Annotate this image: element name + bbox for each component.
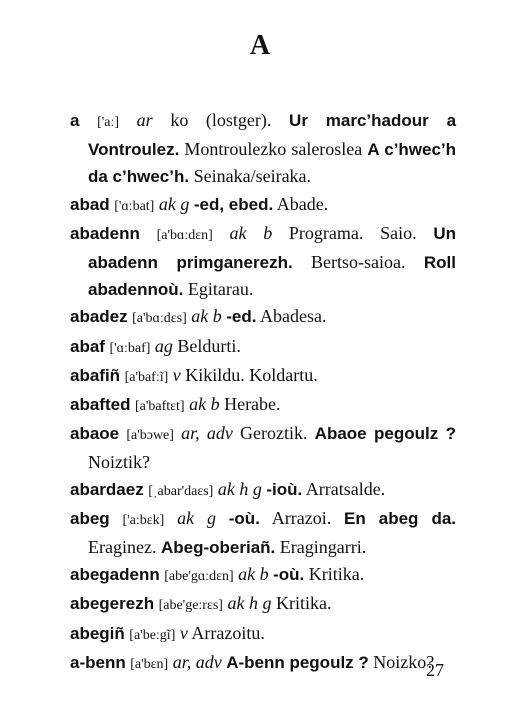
dictionary-entry	[70, 620, 456, 649]
pronunciation: ['ɑːbaf]	[109, 340, 151, 356]
dictionary-entry	[70, 303, 456, 332]
example-phrase: Un abadenn primganerezh.	[88, 223, 457, 273]
dictionary-entry	[70, 505, 456, 561]
headword: abardaez	[70, 479, 144, 499]
translation: Kikildu. Koldartu.	[185, 364, 318, 385]
translation: Bertso-saioa.	[311, 252, 406, 273]
grammar-label: ak b	[189, 394, 220, 415]
headword: a	[70, 111, 80, 130]
dictionary-entry	[70, 649, 456, 678]
page-number: 27	[426, 660, 444, 680]
grammar-label: ak h g	[217, 478, 262, 499]
example-phrase: A c’hwec’h da c’hwec’h.	[88, 140, 457, 187]
example-phrase: -ed.	[226, 307, 257, 327]
grammar-label: ak g	[177, 507, 216, 528]
example-phrase: -ioù.	[266, 479, 303, 499]
pronunciation: ['aː]	[97, 115, 120, 130]
grammar-label: v	[172, 364, 181, 385]
headword: abaf	[70, 336, 105, 356]
translation: Herabe.	[224, 394, 281, 415]
grammar-label: ar	[136, 110, 153, 130]
translation: Noizko?	[373, 651, 435, 672]
translation: Abade.	[276, 193, 329, 214]
grammar-label: ak h g	[227, 593, 272, 614]
translation: Eragingarri.	[279, 537, 367, 558]
section-letter: A	[249, 30, 271, 61]
pronunciation: [abe'gɑːdɛn]	[164, 569, 234, 585]
headword: abeg	[70, 508, 110, 528]
pronunciation: [a'bɑːdɛn]	[156, 227, 213, 243]
pronunciation: [a'bafːĩ]	[124, 369, 169, 385]
grammar-label: ak b	[238, 564, 269, 585]
translation: Eraginez.	[88, 537, 157, 558]
translation: Egitarau.	[187, 279, 254, 300]
grammar-label: ar, adv	[172, 651, 222, 672]
translation: Kritika.	[275, 593, 332, 614]
dictionary-entry	[70, 561, 456, 590]
translation: Abadesa.	[260, 306, 327, 327]
grammar-label: ak b	[191, 306, 222, 327]
dictionary-entry	[70, 420, 456, 475]
dictionary-entry	[70, 476, 456, 505]
headword: abadenn	[70, 223, 140, 243]
translation: Arratsalde.	[305, 478, 386, 499]
grammar-label: ar, adv	[181, 423, 233, 444]
headword: abegiñ	[70, 623, 125, 643]
example-phrase: Roll abadennoù.	[88, 253, 456, 300]
headword: abafiñ	[70, 365, 121, 385]
translation: Arrazoi.	[271, 507, 332, 528]
pronunciation: [a'bɛn]	[130, 656, 169, 672]
headword: abaoe	[70, 424, 120, 444]
grammar-label: v	[179, 622, 188, 643]
pronunciation: ['aːbɛk]	[122, 512, 165, 528]
translation: Montroulezko saleroslea	[184, 139, 363, 160]
pronunciation: [a'bɔwe]	[126, 428, 174, 444]
translation: Arrazoitu.	[191, 622, 265, 643]
translation: Noiztik?	[88, 452, 150, 473]
pronunciation: [a'beːgĩ]	[129, 627, 176, 643]
dictionary-entry	[70, 391, 456, 420]
example-phrase: -où.	[273, 565, 305, 585]
translation: Programa. Saio.	[288, 222, 417, 243]
entry-list	[70, 107, 456, 678]
dictionary-entry	[70, 220, 456, 304]
example-phrase: En abeg da.	[344, 508, 457, 528]
dictionary-entry	[70, 333, 456, 362]
example-phrase: -où.	[228, 508, 260, 528]
pronunciation: ['ɑːbat]	[114, 198, 155, 214]
translation: Geroztik.	[240, 423, 308, 444]
example-phrase: Abaoe pegoulz ?	[314, 424, 457, 444]
example-phrase: -ed, ebed.	[193, 194, 274, 214]
example-phrase: Abeg-oberiañ.	[160, 538, 276, 558]
pronunciation: [abe'geːrɛs]	[158, 598, 223, 614]
dictionary-entry	[70, 191, 456, 220]
headword: abad	[70, 194, 110, 214]
translation: ko (lostger).	[170, 110, 272, 130]
example-phrase: Ur marc’hadour a Vontroulez.	[88, 111, 457, 160]
pronunciation: [a'bɑːdɛs]	[132, 311, 187, 327]
grammar-label: ak b	[229, 222, 273, 243]
grammar-label: ag	[154, 335, 173, 356]
translation: Beldurti.	[177, 335, 241, 356]
headword: abegadenn	[70, 565, 160, 585]
grammar-label: ak g	[158, 193, 190, 214]
translation: Kritika.	[308, 564, 365, 585]
headword: a-benn	[70, 652, 126, 672]
dictionary-entry	[70, 107, 456, 191]
pronunciation: [a'baftɛt]	[134, 399, 185, 415]
dictionary-entry	[70, 362, 456, 391]
translation: Seinaka/seiraka.	[193, 166, 312, 187]
headword: abegerezh	[70, 594, 155, 614]
example-phrase: A-benn pegoulz ?	[226, 652, 369, 672]
headword: abadez	[70, 307, 128, 327]
pronunciation: [ˌabar'daɛs]	[148, 483, 214, 499]
dictionary-entry	[70, 590, 456, 619]
headword: abafted	[70, 395, 131, 415]
